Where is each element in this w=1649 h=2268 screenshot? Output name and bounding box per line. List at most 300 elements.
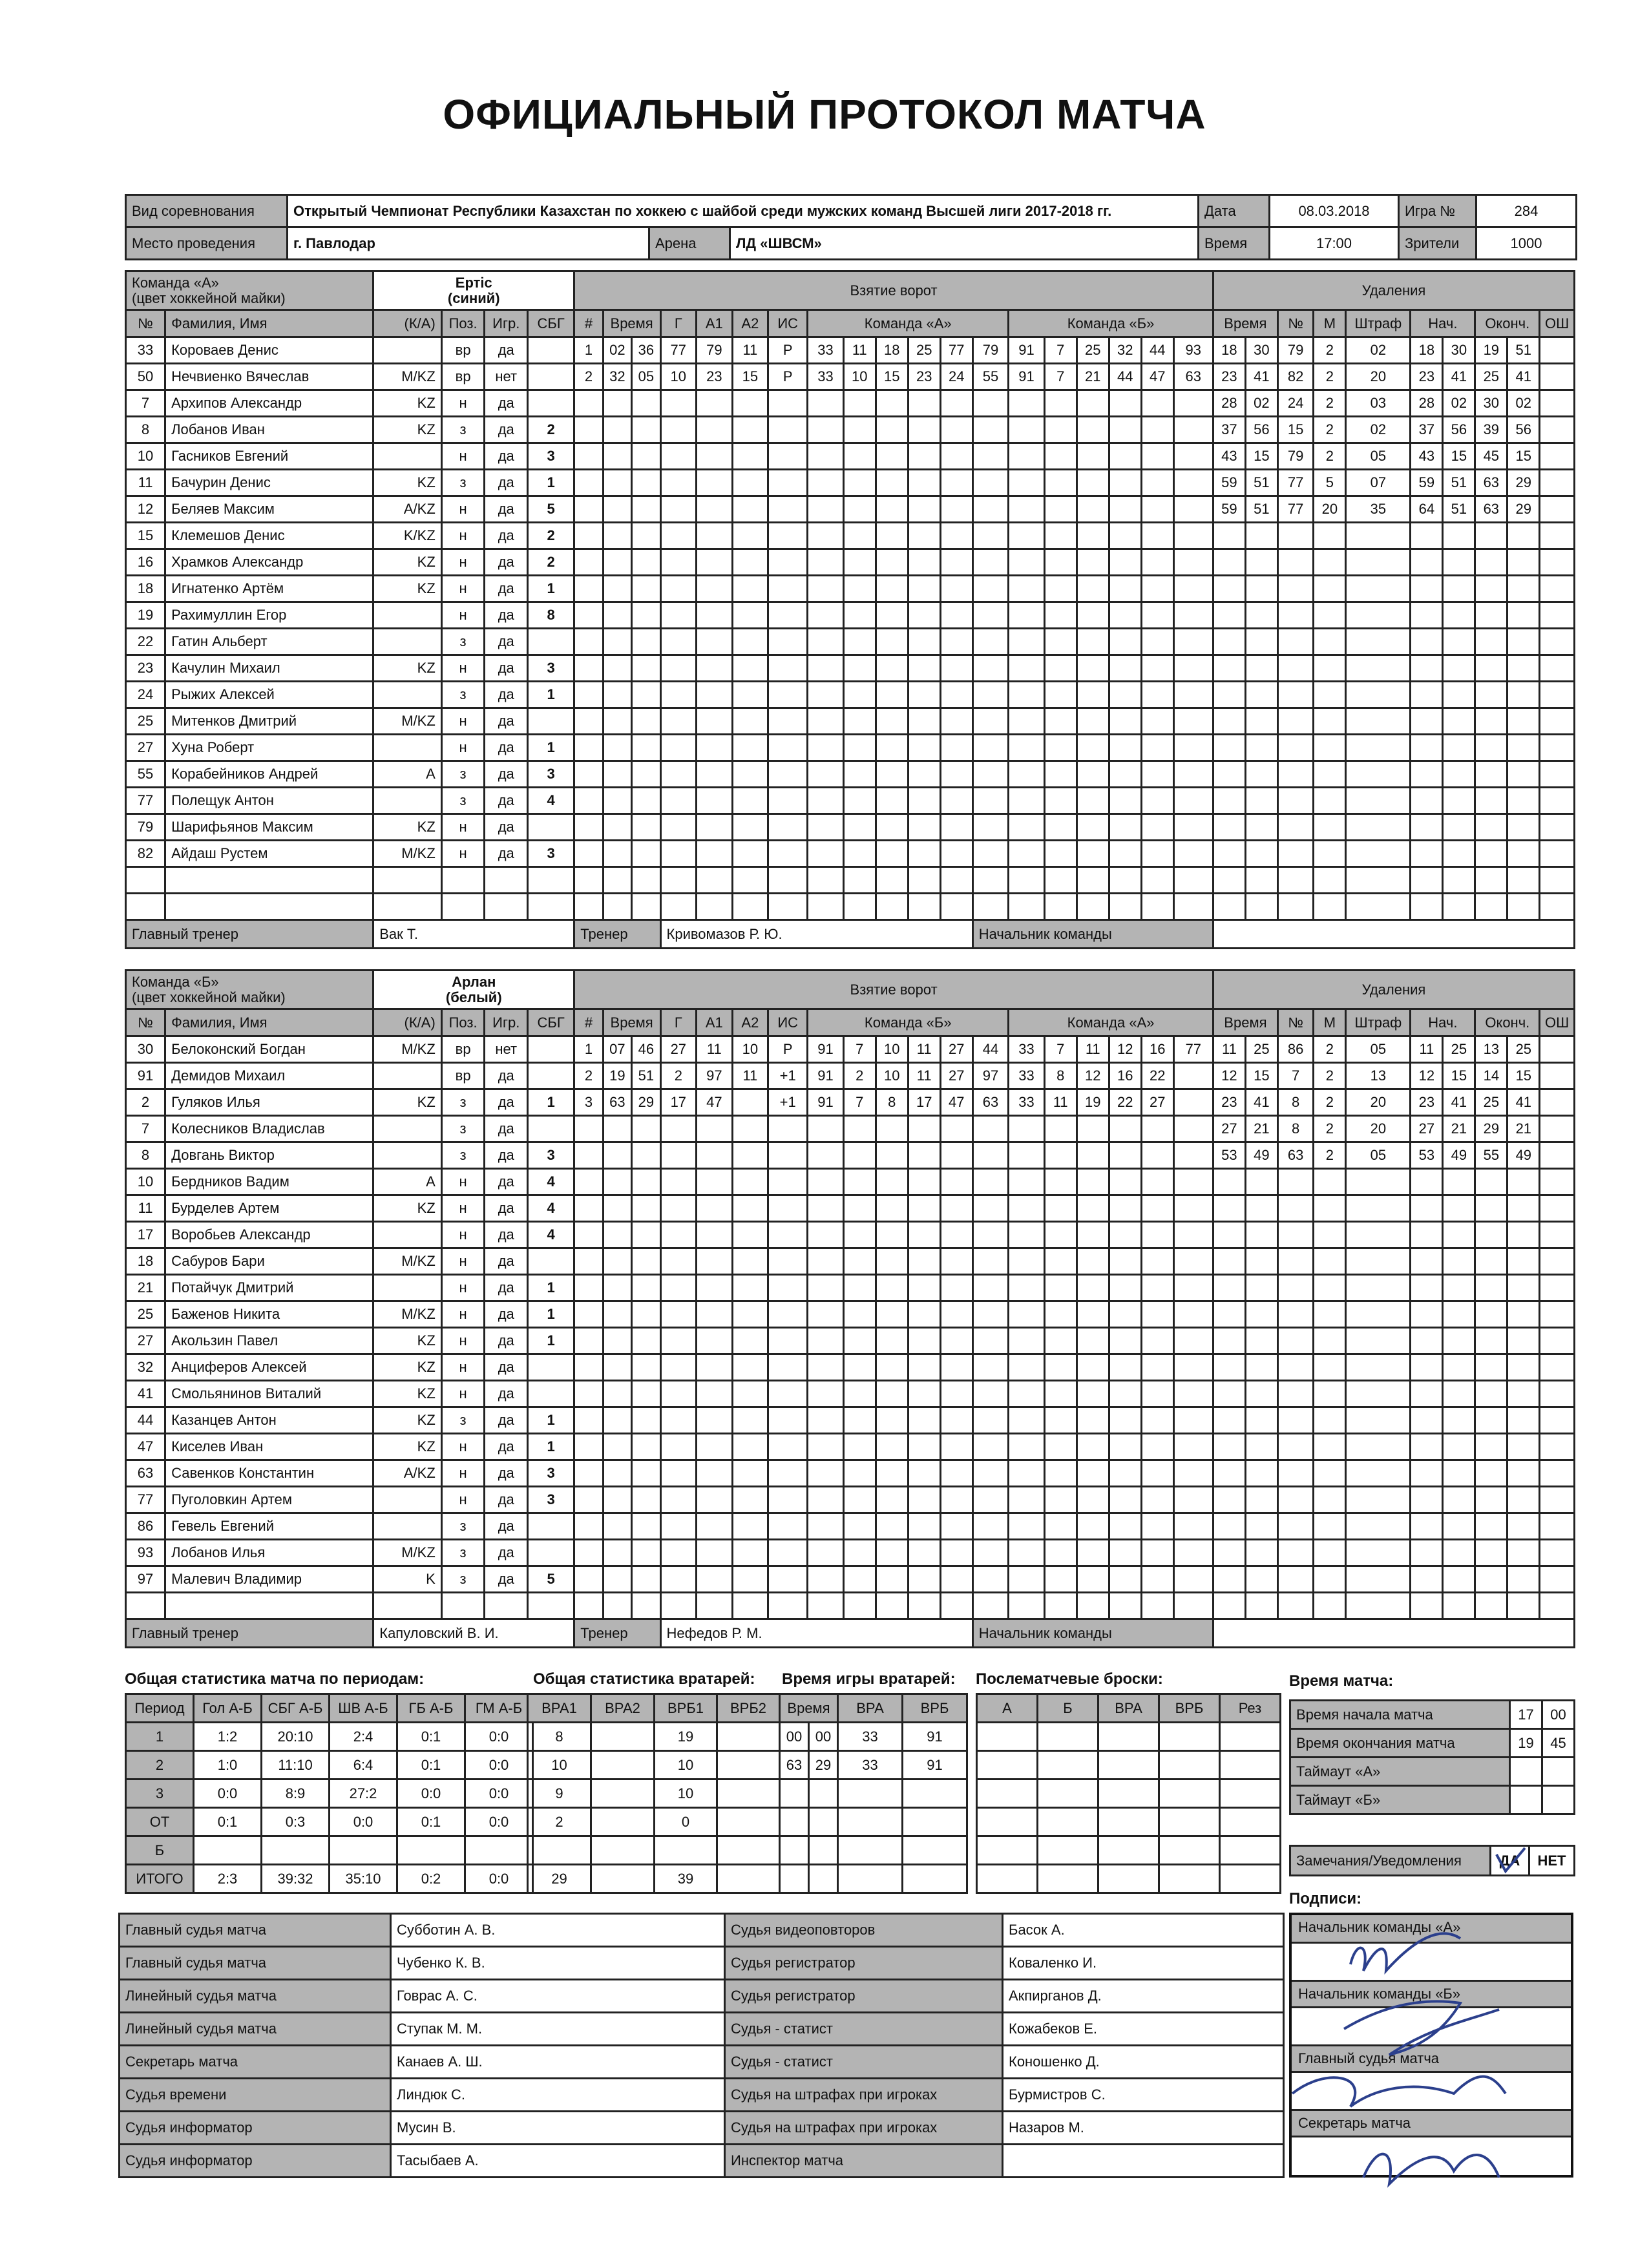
table-row (528, 1865, 780, 1893)
player-played: да (485, 1275, 528, 1301)
shootout-cell (1038, 1865, 1098, 1893)
goal-cell (808, 1142, 844, 1169)
goal-cell (843, 1381, 876, 1407)
penalty-cell: 03 (1346, 390, 1411, 417)
player-status (373, 1275, 442, 1301)
goal-cell (632, 1248, 660, 1275)
player-name: Пуголовкин Артем (165, 1487, 373, 1513)
goal-cell (1009, 1460, 1045, 1487)
player-status (373, 629, 442, 655)
penalty-cell (1475, 602, 1507, 629)
goal-cell (732, 1089, 768, 1116)
goal-cell (632, 629, 660, 655)
goal-cell (768, 629, 808, 655)
penalty-cell: 37 (1411, 417, 1443, 443)
goal-cell (574, 523, 603, 549)
goal-cell (940, 655, 972, 682)
penalty-cell (1245, 867, 1277, 894)
table-row (126, 1116, 1575, 1142)
goal-cell (1109, 576, 1141, 602)
goal-cell (1141, 735, 1173, 761)
goal-cell (1044, 576, 1077, 602)
goal-cell (768, 523, 808, 549)
goal-cell (697, 1566, 733, 1593)
shootouts-title: Послематчевые броски: (976, 1670, 1163, 1688)
penalty-cell (1213, 1195, 1245, 1222)
goal-cell (632, 1354, 660, 1381)
goalie-time-cell (838, 1780, 903, 1808)
goal-cell (732, 1222, 768, 1248)
goal-cell: 25 (908, 337, 940, 364)
goal-cell (908, 1593, 940, 1619)
goal-cell (768, 549, 808, 576)
player-played: нет (485, 364, 528, 390)
penalty-cell (1245, 1566, 1277, 1593)
penalty-cell (1443, 1381, 1475, 1407)
goal-cell (768, 602, 808, 629)
player-sbg (528, 1116, 574, 1142)
player-played: да (485, 337, 528, 364)
stats-cell: 20:10 (262, 1723, 330, 1751)
goal-cell (574, 1142, 603, 1169)
table-row (126, 443, 1575, 470)
player-sbg (528, 1063, 574, 1089)
penalty-cell (1277, 1195, 1314, 1222)
penalty-cell (1507, 1328, 1540, 1354)
goal-cell (876, 894, 908, 920)
goal-cell (660, 496, 697, 523)
penalty-cell (1507, 708, 1540, 735)
goal-cell: 7 (1044, 1036, 1077, 1063)
goal-cell (972, 788, 1009, 814)
penalty-osh (1540, 1381, 1575, 1407)
goal-cell (1009, 1513, 1045, 1540)
player-sbg: 4 (528, 1169, 574, 1195)
goal-cell (632, 390, 660, 417)
penalty-cell (1507, 894, 1540, 920)
player-number: 63 (126, 1460, 165, 1487)
player-sbg (528, 894, 574, 920)
penalty-cell: 02 (1346, 417, 1411, 443)
player-position: н (441, 1169, 485, 1195)
goal-cell (632, 1381, 660, 1407)
penalty-cell (1346, 841, 1411, 867)
goal-cell: 91 (1009, 337, 1045, 364)
shootout-cell (1098, 1836, 1159, 1865)
goal-cell (940, 1407, 972, 1434)
table-row (126, 602, 1575, 629)
goal-cell (1173, 602, 1213, 629)
goal-cell (732, 1142, 768, 1169)
goal-cell (660, 523, 697, 549)
player-position: з (441, 761, 485, 788)
goal-cell (808, 708, 844, 735)
goal-cell (908, 894, 940, 920)
stats-cell: 11:10 (262, 1751, 330, 1780)
table-row (120, 2013, 730, 2046)
goal-cell: 91 (808, 1036, 844, 1063)
penalty-cell (1245, 1328, 1277, 1354)
goal-cell: 16 (1109, 1063, 1141, 1089)
penalty-cell: 53 (1411, 1142, 1443, 1169)
penalty-cell (1213, 682, 1245, 708)
shootout-cell (1220, 1865, 1281, 1893)
table-row (126, 735, 1575, 761)
goal-cell (603, 735, 631, 761)
penalty-cell (1475, 682, 1507, 708)
goal-cell (876, 655, 908, 682)
penalty-cell (1411, 1301, 1443, 1328)
penalty-cell: 23 (1411, 1089, 1443, 1116)
player-number: 25 (126, 708, 165, 735)
goal-cell (843, 1487, 876, 1513)
team-b-col-header: ИС (768, 1009, 808, 1036)
goal-cell: 10 (876, 1036, 908, 1063)
goalie-time-cell (809, 1836, 838, 1865)
goal-cell (697, 788, 733, 814)
team-a-goals-header: Взятие ворот (574, 271, 1213, 310)
goal-cell (1141, 814, 1173, 841)
penalty-cell (1507, 629, 1540, 655)
stats-cell: 2 (126, 1751, 194, 1780)
goal-cell (843, 1116, 876, 1142)
penalty-osh (1540, 1487, 1575, 1513)
penalty-cell (1411, 814, 1443, 841)
goal-cell (940, 814, 972, 841)
goal-cell (768, 1540, 808, 1566)
team-a-col-header: Игр. (485, 310, 528, 337)
goal-cell (972, 602, 1009, 629)
penalty-cell (1443, 523, 1475, 549)
goal-cell (972, 814, 1009, 841)
goal-cell (603, 1407, 631, 1434)
official-right-person: Басок А. (1003, 1914, 1284, 1947)
goal-cell (876, 735, 908, 761)
stats-cell: 0:3 (262, 1808, 330, 1836)
team-a-col-header: Г (660, 310, 697, 337)
player-name (165, 1593, 373, 1619)
player-number: 2 (126, 1089, 165, 1116)
goal-cell (972, 655, 1009, 682)
player-number: 17 (126, 1222, 165, 1248)
penalty-osh (1540, 1275, 1575, 1301)
penalty-cell: 5 (1314, 470, 1346, 496)
player-position: н (441, 1222, 485, 1248)
remarks-label: Замечания/Уведомления (1290, 1846, 1491, 1876)
goal-cell (940, 1169, 972, 1195)
penalty-osh (1540, 682, 1575, 708)
time-label: Время (1199, 227, 1270, 260)
goal-cell (732, 602, 768, 629)
penalty-cell (1507, 1195, 1540, 1222)
player-sbg (528, 1593, 574, 1619)
penalty-cell (1443, 841, 1475, 867)
goal-cell (1077, 1540, 1109, 1566)
table-row (126, 1195, 1575, 1222)
goal-cell (876, 496, 908, 523)
table-row (120, 2112, 730, 2145)
table-row (126, 1063, 1575, 1089)
goalie-cell (591, 1780, 655, 1808)
penalty-cell (1346, 1195, 1411, 1222)
shootout-header: Б (1038, 1694, 1098, 1723)
penalty-cell: 13 (1475, 1036, 1507, 1063)
goalie-cell (591, 1836, 655, 1865)
goal-cell (574, 841, 603, 867)
penalty-cell (1507, 814, 1540, 841)
goal-cell (574, 788, 603, 814)
penalty-cell (1314, 629, 1346, 655)
goal-cell (732, 576, 768, 602)
penalty-cell (1277, 761, 1314, 788)
goal-cell (808, 417, 844, 443)
goal-cell (908, 1328, 940, 1354)
player-position: н (441, 576, 485, 602)
remarks-yes[interactable] (1491, 1846, 1529, 1876)
remarks-no[interactable]: НЕТ (1529, 1846, 1575, 1876)
goal-cell (1009, 841, 1045, 867)
player-sbg: 1 (528, 1089, 574, 1116)
penalty-osh (1540, 496, 1575, 523)
team-b-name-cell (373, 971, 574, 1009)
goal-cell (1009, 788, 1045, 814)
team-b-col-header: (К/А) (373, 1009, 442, 1036)
penalty-cell (1314, 1593, 1346, 1619)
goal-cell: 51 (632, 1063, 660, 1089)
goal-cell (1141, 1381, 1173, 1407)
goal-cell (1044, 1222, 1077, 1248)
goal-cell (1077, 867, 1109, 894)
shootouts-table (976, 1693, 1281, 1894)
goal-cell (768, 1301, 808, 1328)
goal-cell (908, 417, 940, 443)
goal-cell (603, 1460, 631, 1487)
goal-cell (1077, 1381, 1109, 1407)
player-position: н (441, 1275, 485, 1301)
goal-cell (660, 1169, 697, 1195)
goal-cell (603, 682, 631, 708)
goal-cell (1044, 761, 1077, 788)
penalty-cell (1443, 1460, 1475, 1487)
goal-cell (1009, 576, 1045, 602)
goal-cell (1077, 1222, 1109, 1248)
goal-cell (1173, 1222, 1213, 1248)
team-b-col-header: Команда «Б» (808, 1009, 1009, 1036)
goal-cell: 15 (876, 364, 908, 390)
official-left-person: Ступак М. М. (391, 2013, 730, 2046)
official-right-role: Судья регистратор (725, 1947, 1003, 1980)
goal-cell: 22 (1141, 1063, 1173, 1089)
penalty-cell (1443, 867, 1475, 894)
goal-cell (697, 1593, 733, 1619)
player-sbg (528, 1540, 574, 1566)
penalty-cell (1507, 761, 1540, 788)
goal-cell (972, 735, 1009, 761)
goal-cell (1077, 470, 1109, 496)
goal-cell (697, 867, 733, 894)
goal-cell (843, 629, 876, 655)
shootout-cell (1220, 1808, 1281, 1836)
team-b-col-header: М (1314, 1009, 1346, 1036)
goal-cell (732, 470, 768, 496)
player-sbg (528, 1381, 574, 1407)
player-position: з (441, 1513, 485, 1540)
penalty-cell (1277, 735, 1314, 761)
penalty-cell (1346, 655, 1411, 682)
goal-cell (1009, 1381, 1045, 1407)
penalty-cell (1245, 1593, 1277, 1619)
table-row (126, 1513, 1575, 1540)
penalty-cell: 30 (1245, 337, 1277, 364)
goalie-cell: 0 (655, 1808, 717, 1836)
penalty-cell (1277, 1487, 1314, 1513)
goal-cell (1109, 1513, 1141, 1540)
penalty-cell (1346, 1169, 1411, 1195)
penalty-cell (1507, 576, 1540, 602)
goal-cell (908, 735, 940, 761)
penalty-cell (1314, 1222, 1346, 1248)
penalty-cell (1346, 735, 1411, 761)
penalty-cell (1346, 629, 1411, 655)
player-position: н (441, 1301, 485, 1328)
team-a-label-text: Команда «А» (132, 274, 219, 291)
penalty-cell (1277, 1328, 1314, 1354)
penalty-cell (1411, 761, 1443, 788)
shootout-cell (1159, 1780, 1220, 1808)
team-a-block (125, 270, 1575, 949)
goal-cell: 11 (908, 1036, 940, 1063)
penalty-osh (1540, 708, 1575, 735)
goal-cell (1141, 841, 1173, 867)
stats-cell: 8:9 (262, 1780, 330, 1808)
goal-cell (876, 549, 908, 576)
goal-cell (768, 576, 808, 602)
player-sbg: 3 (528, 1460, 574, 1487)
penalty-cell: 63 (1277, 1142, 1314, 1169)
team-b-label (126, 971, 373, 1009)
goal-cell (732, 1434, 768, 1460)
goal-cell (1009, 496, 1045, 523)
goal-cell (603, 576, 631, 602)
penalty-cell (1277, 1566, 1314, 1593)
goal-cell (972, 1248, 1009, 1275)
goal-cell (632, 814, 660, 841)
goal-cell (908, 496, 940, 523)
player-name: Гасников Евгений (165, 443, 373, 470)
penalty-cell (1277, 894, 1314, 920)
goal-cell (876, 1328, 908, 1354)
penalty-cell: 02 (1443, 390, 1475, 417)
player-played: да (485, 1381, 528, 1407)
penalty-cell: 25 (1507, 1036, 1540, 1063)
penalty-cell (1475, 735, 1507, 761)
player-number: 19 (126, 602, 165, 629)
penalty-cell: 59 (1411, 470, 1443, 496)
player-position: з (441, 1089, 485, 1116)
table-row (126, 841, 1575, 867)
goal-cell (1044, 841, 1077, 867)
penalty-cell (1475, 1407, 1507, 1434)
goal-cell: 44 (972, 1036, 1009, 1063)
goal-cell (1009, 682, 1045, 708)
penalty-cell: 11 (1213, 1036, 1245, 1063)
goal-cell (1009, 1142, 1045, 1169)
goal-cell (1044, 417, 1077, 443)
goal-cell (603, 1487, 631, 1513)
goal-cell (876, 1460, 908, 1487)
official-right-role: Судья на штрафах при игроках (725, 2112, 1003, 2145)
goal-cell (1044, 1434, 1077, 1460)
penalty-cell (1213, 1354, 1245, 1381)
player-name: Архипов Александр (165, 390, 373, 417)
goalie-time-cell (780, 1836, 809, 1865)
goal-cell (660, 1275, 697, 1301)
team-a-col-header: Команда «Б» (1009, 310, 1213, 337)
player-name: Хуна Роберт (165, 735, 373, 761)
goalie-time-cell (780, 1808, 809, 1836)
goal-cell (732, 1540, 768, 1566)
goal-cell (1009, 417, 1045, 443)
penalty-cell: 25 (1475, 364, 1507, 390)
goal-cell (940, 390, 972, 417)
player-number: 82 (126, 841, 165, 867)
table-row (725, 2013, 1284, 2046)
official-left-role: Линейный судья матча (120, 1980, 391, 2013)
stats-cell: 1 (126, 1723, 194, 1751)
goal-cell (1009, 867, 1045, 894)
stats-cell (465, 1836, 533, 1865)
goal-cell (1109, 655, 1141, 682)
shootout-cell (977, 1723, 1038, 1751)
goal-cell (574, 735, 603, 761)
player-position: з (441, 1142, 485, 1169)
goal-cell (603, 1275, 631, 1301)
official-left-role: Главный судья матча (120, 1914, 391, 1947)
player-status (373, 1487, 442, 1513)
penalty-cell (1475, 549, 1507, 576)
goal-cell (843, 1222, 876, 1248)
goal-cell (808, 1354, 844, 1381)
goal-cell (660, 1487, 697, 1513)
player-status: KZ (373, 470, 442, 496)
goal-cell (940, 1540, 972, 1566)
goal-cell (1044, 894, 1077, 920)
penalty-cell (1277, 1354, 1314, 1381)
goal-cell (697, 470, 733, 496)
goal-cell (1141, 470, 1173, 496)
end-min: 45 (1542, 1729, 1575, 1758)
goal-cell (1141, 496, 1173, 523)
player-played: да (485, 1142, 528, 1169)
goal-cell (768, 1513, 808, 1540)
penalty-cell (1411, 576, 1443, 602)
table-row (126, 1460, 1575, 1487)
table-row (126, 1808, 533, 1836)
goal-cell (940, 894, 972, 920)
goal-cell: 25 (1077, 337, 1109, 364)
goal-cell (697, 443, 733, 470)
goal-cell (1077, 655, 1109, 682)
table-row (120, 1914, 730, 1947)
goalie-cell (717, 1865, 780, 1893)
penalty-cell: 49 (1507, 1142, 1540, 1169)
goal-cell (574, 496, 603, 523)
penalty-cell (1314, 682, 1346, 708)
penalty-osh (1540, 894, 1575, 920)
goal-cell (808, 1328, 844, 1354)
goal-cell (660, 549, 697, 576)
goal-cell (660, 655, 697, 682)
